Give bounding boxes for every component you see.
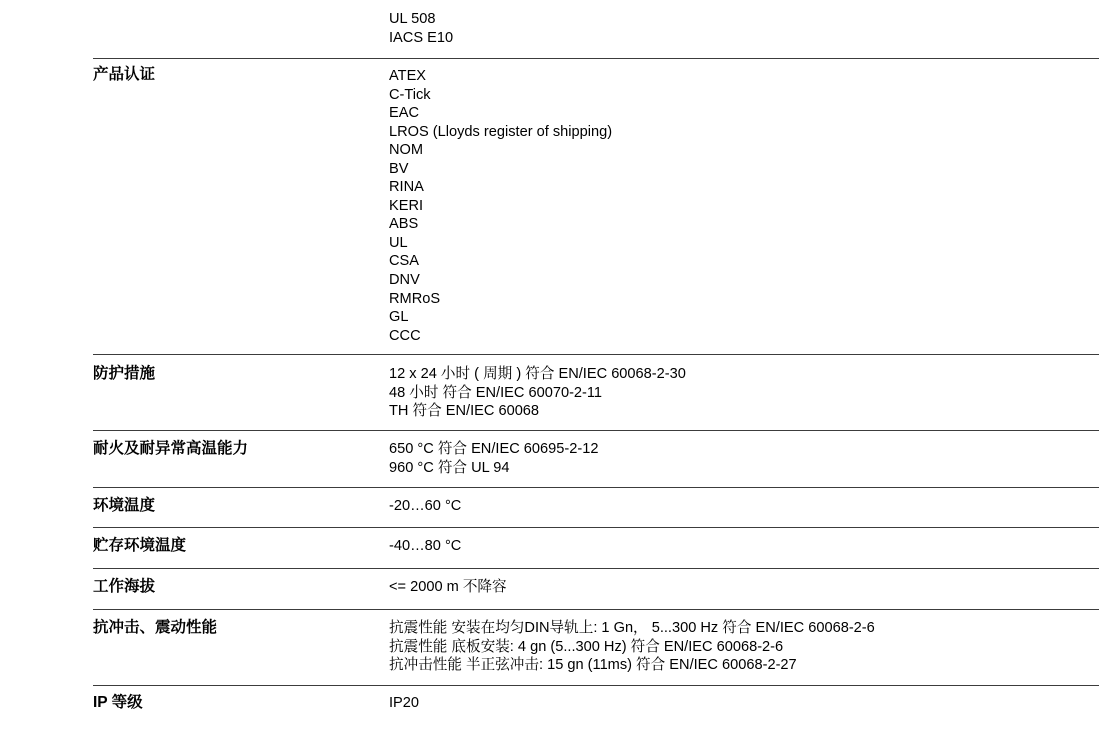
spec-row-certifications	[93, 59, 1099, 355]
spec-value: IP20	[389, 695, 420, 711]
spec-value: 650 °C 符合 EN/IEC 60695-2-12	[389, 441, 599, 457]
spec-value: BV	[389, 160, 409, 177]
spec-values	[389, 578, 507, 597]
spec-value: KERI	[389, 197, 424, 214]
spec-value: NOM	[389, 142, 424, 159]
spec-value: RMRoS	[389, 290, 441, 307]
spec-row-ip-rating	[93, 686, 1099, 726]
spec-label: 防护措施	[93, 365, 156, 382]
spec-label: 产品认证	[93, 66, 156, 83]
spec-value: 12 x 24 小时 ( 周期 ) 符合 EN/IEC 60068-2-30	[389, 366, 686, 382]
spec-row-ambient-temperature	[93, 488, 1099, 528]
spec-table	[93, 0, 1099, 726]
spec-values	[389, 694, 419, 713]
spec-label: IP 等级	[93, 694, 143, 711]
spec-label: 耐火及耐异常高温能力	[93, 440, 249, 457]
spec-value: ABS	[389, 216, 419, 233]
spec-value: DNV	[389, 272, 420, 289]
spec-value: UL 508	[389, 11, 436, 27]
spec-label: 抗冲击、震动性能	[93, 619, 218, 636]
spec-row-standards	[93, 0, 1099, 59]
spec-value: C-Tick	[389, 86, 431, 103]
spec-value: 48 小时 符合 EN/IEC 60070-2-11	[389, 384, 603, 401]
spec-value: IACS E10	[389, 29, 454, 46]
spec-value: GL	[389, 309, 409, 326]
spec-values	[389, 10, 453, 47]
spec-value: 960 °C 符合 UL 94	[389, 459, 510, 476]
spec-value: RINA	[389, 179, 424, 196]
spec-value: UL	[389, 234, 408, 251]
spec-row-shock-vibration	[93, 610, 1099, 686]
spec-row-altitude	[93, 569, 1099, 610]
spec-value: CCC	[389, 327, 421, 344]
spec-value: 抗震性能 安装在均匀DIN导轨上: 1 Gn， 5...300 Hz 符合 EN/IEC 60068-2-6	[389, 620, 875, 636]
spec-value: -40…80 °C	[389, 538, 462, 554]
spec-value: EAC	[389, 105, 420, 122]
spec-values	[389, 440, 598, 477]
spec-values	[389, 365, 686, 421]
spec-value: LROS (Lloyds register of shipping)	[389, 123, 613, 140]
spec-value: <= 2000 m 不降容	[389, 579, 507, 595]
spec-label: 贮存环境温度	[93, 537, 187, 554]
spec-label: 工作海拔	[93, 578, 156, 595]
spec-row-protection	[93, 355, 1099, 431]
spec-value: -20…60 °C	[389, 498, 462, 514]
spec-row-fire-resistance	[93, 431, 1099, 488]
spec-values	[389, 497, 461, 516]
spec-value: 抗震性能 底板安装: 4 gn (5...300 Hz) 符合 EN/IEC 60068-2-6	[389, 638, 784, 655]
spec-values	[389, 537, 461, 556]
spec-value: 抗冲击性能 半正弦冲击: 15 gn (11ms) 符合 EN/IEC 60068-2-27	[389, 657, 797, 674]
spec-label: 环境温度	[93, 497, 156, 514]
spec-value: TH 符合 EN/IEC 60068	[389, 403, 540, 420]
spec-values	[389, 619, 875, 675]
spec-row-storage-temperature	[93, 528, 1099, 569]
spec-values	[389, 67, 612, 345]
spec-value: ATEX	[389, 68, 427, 84]
spec-value: CSA	[389, 253, 420, 270]
